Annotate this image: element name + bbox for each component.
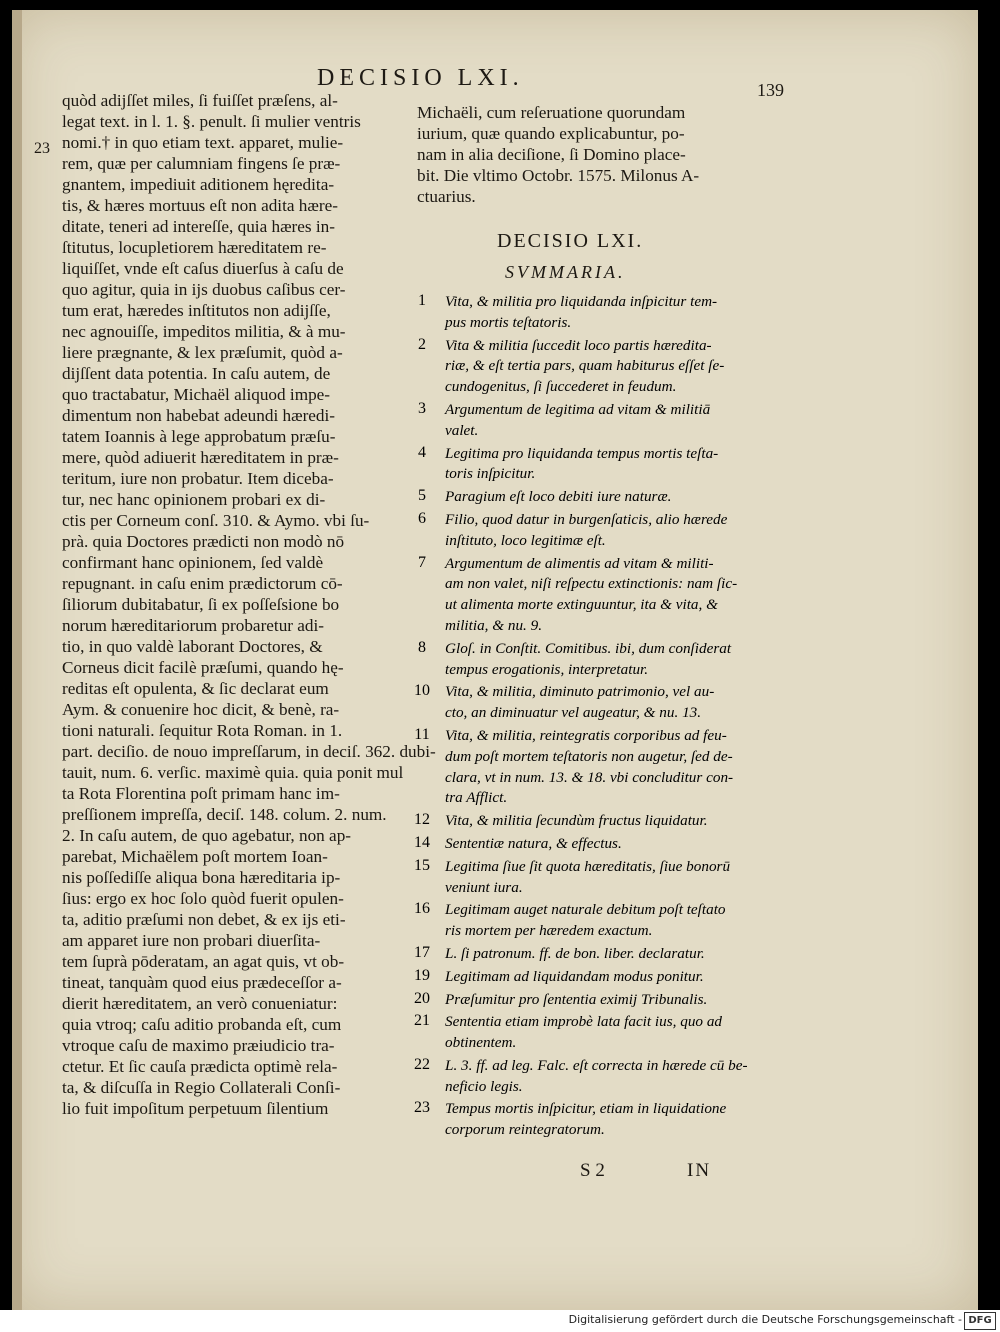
text-line: tauit, num. 6. verſic. maximè quia. quia ponit mul bbox=[62, 763, 404, 782]
text-line: Aym. & conuenire hoc dicit, & benè, ra- bbox=[62, 700, 340, 719]
summaria-text bbox=[445, 811, 777, 832]
summaria-text bbox=[445, 990, 777, 1011]
summaria-heading: SVMMARIA. bbox=[505, 262, 626, 282]
text-line: ſtitutus, locupletiorem hæreditatem re- bbox=[62, 238, 327, 257]
text-line: ctis per Corneum conſ. 310. & Aymo. vbi ſu- bbox=[62, 511, 370, 530]
summaria-number: 1 bbox=[418, 292, 426, 309]
summaria-line: Argumentum de alimentis ad vitam & militi- bbox=[445, 554, 714, 572]
text-line: gnantem, impediuit aditionem hęredita- bbox=[62, 175, 335, 194]
text-line: bit. Die vltimo Octobr. 1575. Milonus A- bbox=[417, 166, 700, 185]
text-line: ctetur. Et ſic cauſa prædicta optimè rela- bbox=[62, 1057, 338, 1076]
text-line: vtroque caſu de maximo præiudicio tra- bbox=[62, 1036, 335, 1055]
text-line: ſiliorum dubitabatur, ſi ex poſſeſsione bo bbox=[62, 595, 340, 614]
summaria-number: 2 bbox=[418, 335, 426, 353]
summaria-text bbox=[445, 292, 777, 334]
summaria-line: Tempus mortis inſpicitur, etiam in liquidatione bbox=[445, 1100, 727, 1118]
summaria-text bbox=[445, 554, 777, 637]
summaria-number: 8 bbox=[418, 638, 426, 656]
summaria-text bbox=[445, 967, 777, 988]
summaria-number: 17 bbox=[414, 943, 430, 961]
summaria-number: 4 bbox=[418, 443, 426, 461]
summaria-line: Legitima pro liquidanda tempus mortis teſta- bbox=[445, 444, 719, 462]
summaria-text bbox=[445, 834, 777, 855]
text-line: legat text. in l. 1. §. penult. ſi mulier ventris bbox=[62, 112, 361, 131]
digitization-credit: Digitalisierung gefördert durch die Deutsche Forschungsgemeinschaft - bbox=[568, 1313, 962, 1326]
summaria-line: Vita & militia ſuccedit loco partis hæredita- bbox=[445, 336, 712, 354]
summaria-number: 12 bbox=[414, 811, 430, 829]
summaria-line: Vita, & militia, reintegratis corporibus ad feu- bbox=[445, 726, 727, 744]
summaria-text bbox=[445, 900, 777, 942]
summaria-entry bbox=[407, 682, 777, 724]
text-line: nomi.† in quo etiam text. apparet, mulie- bbox=[62, 133, 344, 152]
summaria-line: ris mortem per hæredem exactum. bbox=[445, 922, 653, 940]
summaria-number: 16 bbox=[414, 900, 430, 918]
text-line: ta, aditio præſumi non debet, & ex ijs eti- bbox=[62, 910, 346, 929]
catchword: IN bbox=[687, 1160, 712, 1181]
summaria-entry bbox=[407, 336, 777, 398]
summaria-entry bbox=[407, 444, 777, 486]
text-line: quo agitur, quia in ijs duobus caſibus cer- bbox=[62, 280, 346, 299]
summaria-text bbox=[445, 400, 777, 442]
text-line: repugnant. in caſu enim prædictorum cō- bbox=[62, 574, 343, 593]
page-number: 139 bbox=[757, 80, 784, 100]
text-line: teritum, iure non probatur. Item diceba- bbox=[62, 469, 334, 488]
summaria-line: Legitima ſiue ſit quota hæreditatis, ſiue bonorū bbox=[445, 857, 731, 875]
text-line: quia vtroq; caſu aditio probanda eſt, cum bbox=[62, 1015, 342, 1034]
summaria-line: ut alimenta morte extinguuntur, ita & vita, & bbox=[445, 596, 718, 614]
summaria-text bbox=[445, 444, 777, 486]
summaria-entry bbox=[407, 857, 777, 899]
text-line: reditas eſt opulenta, & ſic declarat eum bbox=[62, 679, 329, 698]
summaria-line: Sententiæ natura, & effectus. bbox=[445, 834, 622, 852]
text-line: tio, in quo valdè laborant Doctores, & bbox=[62, 637, 323, 656]
page-spine bbox=[12, 10, 22, 1310]
summaria-line: neficio legis. bbox=[445, 1077, 523, 1095]
summaria-line: Vita, & militia ſecundùm fructus liquidatur. bbox=[445, 812, 708, 830]
summaria-line: L. ſi patronum. ff. de bon. liber. declaratur. bbox=[445, 944, 705, 962]
summaria-entry bbox=[407, 944, 777, 965]
summaria-line: Gloſ. in Conſtit. Comitibus. ibi, dum conſiderat bbox=[445, 639, 732, 657]
summaria-number: 3 bbox=[418, 399, 426, 417]
summaria-number: 19 bbox=[414, 966, 430, 984]
summaria-number: 22 bbox=[414, 1055, 430, 1073]
summaria-entry bbox=[407, 967, 777, 988]
text-line: iurium, quæ quando explicabuntur, po- bbox=[417, 124, 685, 143]
summaria-line: inſtituto, loco legitimæ eſt. bbox=[445, 531, 606, 549]
summaria-number: 20 bbox=[414, 989, 430, 1007]
left-column-text bbox=[62, 90, 436, 1119]
text-line: dijſſent data potentia. In caſu autem, de bbox=[62, 364, 331, 383]
text-line: parebat, Michaëlem poſt mortem Ioan- bbox=[62, 847, 328, 866]
summaria-text bbox=[445, 682, 777, 724]
summaria-line: dum poſt mortem teſtatoris non augetur, ſed de- bbox=[445, 747, 733, 765]
text-line: tum erat, hæredes inſtitutos non adijſſe, bbox=[62, 301, 331, 320]
summaria-text bbox=[445, 944, 777, 965]
text-line: mere, quòd adiuerit hæreditatem in præ- bbox=[62, 448, 339, 467]
summaria-number: 23 bbox=[414, 1099, 430, 1117]
digitization-footer bbox=[0, 1310, 1000, 1332]
running-header: DECISIO LXI. bbox=[317, 65, 524, 91]
text-line: liquiſſet, vnde eſt caſus diuerſus à caſu de bbox=[62, 259, 344, 278]
dfg-logo-icon[interactable]: DFG bbox=[964, 1312, 996, 1330]
text-line: am apparet iure non probari diuerſita- bbox=[62, 931, 321, 950]
text-line: nec agnouiſſe, impeditos militia, & à mu- bbox=[62, 322, 346, 341]
summaria-number: 14 bbox=[414, 833, 430, 851]
summaria-text bbox=[445, 726, 777, 809]
summaria-number: 5 bbox=[418, 487, 426, 505]
summaria-entry bbox=[407, 400, 777, 442]
text-line: 2. In caſu autem, de quo agebatur, non ap- bbox=[62, 826, 352, 845]
summaria-text bbox=[445, 487, 777, 508]
summaria-text bbox=[445, 639, 777, 681]
decisio-heading: DECISIO LXI. bbox=[497, 230, 644, 252]
text-line: tur, nec hanc opinionem probari ex di- bbox=[62, 490, 326, 509]
summaria-entry bbox=[407, 726, 777, 809]
summaria-entry bbox=[407, 1099, 777, 1141]
summaria-entry bbox=[407, 487, 777, 508]
summaria-number: 10 bbox=[414, 682, 430, 700]
text-line: ſius: ergo ex hoc ſolo quòd fuerit opulen- bbox=[62, 889, 344, 908]
summaria-entry bbox=[407, 834, 777, 855]
summaria-entry bbox=[407, 1012, 777, 1054]
text-line: confirmant hanc opinionem, ſed valdè bbox=[62, 553, 324, 572]
book-page bbox=[12, 10, 978, 1310]
text-line: tatem Ioannis à lege approbatum præſu- bbox=[62, 427, 336, 446]
summaria-line: riæ, & eſt tertia pars, quam habiturus eſſet ſe- bbox=[445, 357, 725, 375]
text-line: ditate, teneri ad intereſſe, quia hæres in- bbox=[62, 217, 335, 236]
text-line: tineat, tanquàm quod eius prædeceſſor a- bbox=[62, 973, 342, 992]
summaria-number: 15 bbox=[414, 856, 430, 874]
summaria-text bbox=[445, 1012, 777, 1054]
summaria-line: Præſumitur pro ſententia eximij Tribunalis. bbox=[445, 990, 708, 1008]
summaria-line: cundogenitus, ſi ſuccederet in feudum. bbox=[445, 378, 677, 396]
summaria-line: toris inſpicitur. bbox=[445, 465, 536, 483]
text-line: Corneus dicit facilè præſumi, quando hę- bbox=[62, 658, 344, 677]
text-line: liere prægnante, & lex præſumit, quòd a- bbox=[62, 343, 343, 362]
text-line: dimentum non habebat adeundi hæredi- bbox=[62, 406, 336, 425]
summaria-line: Vita, & militia, diminuto patrimonio, vel au- bbox=[445, 683, 715, 701]
text-line: dierit hæreditatem, an verò conueniatur: bbox=[62, 994, 338, 1013]
summaria-line: Argumentum de legitima ad vitam & militiā bbox=[445, 400, 711, 418]
text-line: part. deciſio. de nouo impreſſarum, in deciſ. 362. dubi- bbox=[62, 742, 436, 761]
summaria-line: am non valet, niſi reſpectu extinctionis: nam ſic- bbox=[445, 575, 738, 593]
summaria-number: 21 bbox=[414, 1012, 430, 1030]
margin-number: 23 bbox=[34, 140, 50, 157]
summaria-entry bbox=[407, 990, 777, 1011]
summaria-line: Filio, quod datur in burgenſaticis, alio hærede bbox=[445, 510, 728, 528]
summaria-line: corporum reintegratorum. bbox=[445, 1121, 605, 1139]
summaria-number: 11 bbox=[414, 725, 430, 743]
summaria-line: Sententia etiam improbè lata facit ius, quo ad bbox=[445, 1013, 723, 1031]
summaria-line: valet. bbox=[445, 421, 479, 439]
summaria-entry bbox=[407, 811, 777, 832]
text-line: lio fuit impoſitum perpetuum ſilentium bbox=[62, 1099, 329, 1118]
text-line: ctuarius. bbox=[417, 187, 476, 206]
summaria-line: L. 3. ff. ad leg. Falc. eſt correcta in hærede cū be- bbox=[445, 1056, 748, 1074]
summaria-line: Legitimam auget naturale debitum poſt teſtato bbox=[445, 901, 726, 919]
summaria-line: Paragium eſt loco debiti iure naturæ. bbox=[445, 488, 672, 506]
summaria-line: militia, & nu. 9. bbox=[445, 616, 543, 634]
summaria-entry bbox=[407, 554, 777, 637]
summaria-text bbox=[445, 510, 777, 552]
summaria-entry bbox=[407, 510, 777, 552]
text-line: tem ſuprà pōderatam, an agat quis, vt ob- bbox=[62, 952, 345, 971]
summaria-line: obtinentem. bbox=[445, 1034, 517, 1052]
summaria-number: 6 bbox=[418, 509, 426, 527]
summaria-line: clara, vt in num. 13. & 18. vbi concluditur con- bbox=[445, 768, 734, 786]
summaria-entry bbox=[407, 639, 777, 681]
summaria-line: veniunt iura. bbox=[445, 878, 523, 896]
summaria-list bbox=[407, 292, 777, 1143]
text-line: quòd adijſſet miles, ſi fuiſſet præſens, al- bbox=[62, 91, 338, 110]
summaria-line: tempus erogationis, interpretatur. bbox=[445, 660, 649, 678]
summaria-entry bbox=[407, 1056, 777, 1098]
text-line: ta Rota Florentina poſt primam hanc im- bbox=[62, 784, 340, 803]
text-line: norum hæreditariorum probaretur adi- bbox=[62, 616, 325, 635]
summaria-entry bbox=[407, 900, 777, 942]
text-line: Michaëli, cum reſeruatione quorundam bbox=[417, 103, 686, 122]
summaria-line: Vita, & militia pro liquidanda inſpicitur tem- bbox=[445, 293, 718, 310]
text-line: nam in alia deciſione, ſi Domino place- bbox=[417, 145, 686, 164]
right-column-text bbox=[417, 102, 772, 207]
text-line: ta, & diſcuſſa in Regio Collaterali Conſi- bbox=[62, 1078, 341, 1097]
text-line: nis poſſediſſe aliqua bona hæreditaria ip- bbox=[62, 868, 341, 887]
summaria-text bbox=[445, 1056, 777, 1098]
summaria-text bbox=[445, 857, 777, 899]
text-line: prà. quia Doctores prædicti non modò nō bbox=[62, 532, 345, 551]
text-line: quo tractabatur, Michaël aliquod impe- bbox=[62, 385, 331, 404]
text-line: preſſionem impreſſa, deciſ. 148. colum. 2. num. bbox=[62, 805, 387, 824]
summaria-line: cto, an diminuatur vel augeatur, & nu. 13. bbox=[445, 704, 702, 722]
summaria-line: Legitimam ad liquidandam modus ponitur. bbox=[445, 967, 704, 985]
signature-mark: S 2 bbox=[580, 1160, 605, 1181]
text-line: tioni naturali. ſequitur Rota Roman. in 1. bbox=[62, 721, 343, 740]
text-line: tis, & hæres mortuus eſt non adita hære- bbox=[62, 196, 338, 215]
text-line: rem, quæ per calumniam fingens ſe præ- bbox=[62, 154, 341, 173]
summaria-number: 7 bbox=[418, 553, 426, 571]
summaria-entry bbox=[407, 292, 777, 334]
summaria-text bbox=[445, 1099, 777, 1141]
summaria-line: pus mortis teſtatoris. bbox=[445, 313, 572, 331]
summaria-text bbox=[445, 336, 777, 398]
summaria-line: tra Afflict. bbox=[445, 789, 508, 807]
